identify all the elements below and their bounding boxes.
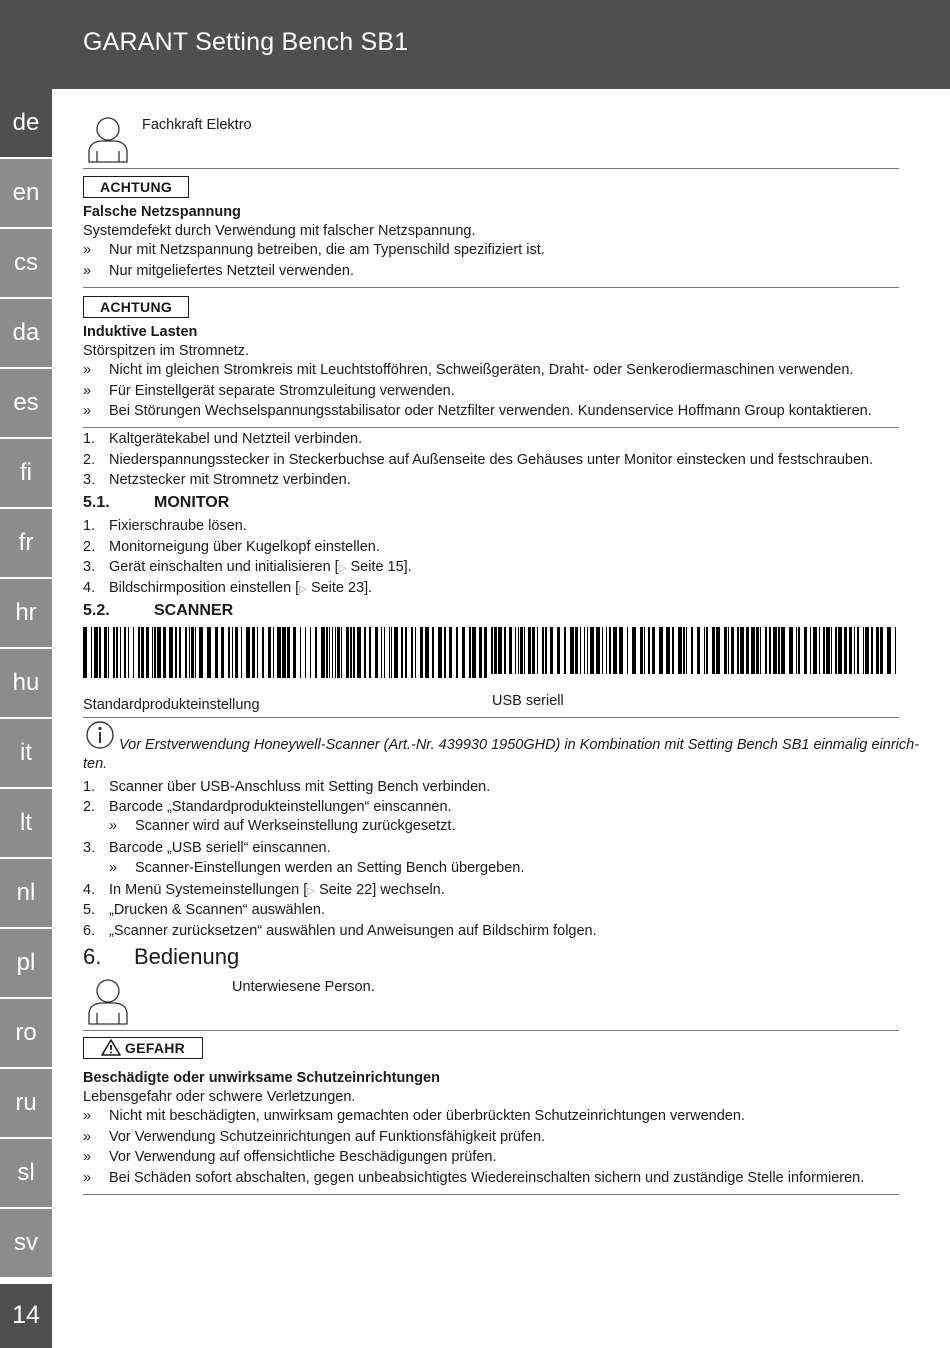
barcode-bar — [613, 627, 617, 674]
bullet-mark: » — [83, 242, 92, 258]
barcode-bar — [273, 627, 274, 678]
step-text: „Drucken & Scannen“ auswählen. — [109, 902, 326, 918]
barcode-bar — [479, 627, 482, 678]
barcode-bar — [765, 627, 767, 674]
bullet-mark: » — [109, 818, 118, 834]
qualification-text: Unterwiesene Person. — [232, 979, 375, 995]
step-number: 3. — [83, 472, 96, 488]
barcode-bar — [537, 627, 538, 674]
barcode-bar — [838, 627, 842, 674]
barcode-bar — [849, 627, 852, 674]
barcode-bar — [728, 627, 729, 674]
barcode-bar — [215, 627, 218, 678]
bullet-mark: » — [83, 1108, 92, 1124]
step-number: 1. — [83, 518, 96, 534]
barcode-bar — [124, 627, 126, 678]
barcode-bar — [887, 627, 891, 674]
divider — [83, 287, 899, 288]
page-ref-arrow-icon: ▷ — [338, 563, 347, 574]
barcode-bar — [432, 627, 434, 678]
barcode-bar — [844, 627, 847, 674]
barcode-bar — [113, 627, 115, 678]
barcode-bar — [369, 627, 371, 678]
barcode-bar — [449, 627, 452, 678]
divider — [83, 1030, 899, 1031]
step-text: Scanner über USB-Anschluss mit Setting Bench verbinden. — [109, 779, 491, 795]
barcode-bar — [494, 627, 497, 674]
barcode-bar — [420, 627, 423, 678]
danger-badge-label: GEFAHR — [124, 1040, 186, 1056]
notice-bullet: Bei Störungen Wechselspannungsstabilisator oder Netzfilter verwenden. Kundenservice Hoffmann Group kontaktieren. — [109, 403, 872, 419]
barcode-bar — [329, 627, 330, 678]
bullet-mark: » — [83, 403, 92, 419]
barcode-bar — [232, 627, 233, 678]
barcode-bar — [823, 627, 825, 674]
step-text: Niederspannungsstecker in Steckerbuchse auf Außenseite des Gehäuses unter Monitor einstecken und festschrauben. — [109, 452, 874, 468]
step-number: 6. — [83, 923, 96, 939]
barcode-bar — [425, 627, 429, 678]
step-text: Netzstecker mit Stromnetz verbinden. — [109, 472, 351, 488]
notice-bullet: Für Einstellgerät separate Stromzuleitung verwenden. — [109, 383, 455, 399]
bullet-mark: » — [83, 263, 92, 279]
barcode-bar — [648, 627, 650, 674]
bullet-mark: » — [83, 1129, 92, 1145]
barcode-bar — [357, 627, 361, 678]
barcode-bar — [773, 627, 777, 674]
danger-badge — [83, 1037, 203, 1059]
barcode-bar — [335, 627, 336, 678]
barcode-bar — [880, 627, 883, 674]
document-title: GARANT Setting Bench SB1 — [83, 28, 409, 56]
lang-tab-fi[interactable]: fi — [0, 439, 52, 507]
barcode-bar — [518, 627, 519, 674]
barcode-bar — [195, 627, 196, 678]
lang-tab-hu[interactable]: hu — [0, 649, 52, 717]
divider — [83, 717, 899, 718]
barcode-bar — [697, 627, 700, 674]
barcode-bar — [116, 627, 118, 678]
page-reference-link[interactable]: Seite 23 — [310, 580, 365, 596]
barcode-bar — [826, 627, 830, 674]
step-number: 1. — [83, 431, 96, 447]
step-number: 3. — [83, 559, 96, 575]
bullet-mark: » — [109, 860, 118, 876]
barcode-bar — [277, 627, 281, 678]
notice-bullet: Nur mit Netzspannung betreiben, die am Typenschild spezifiziert ist. — [109, 242, 545, 258]
barcode-bar — [99, 627, 101, 678]
barcode-bar — [590, 627, 594, 674]
barcode-bar — [384, 627, 385, 678]
bullet-mark: » — [83, 383, 92, 399]
barcode-bar — [163, 627, 166, 678]
barcode-bar — [602, 627, 603, 674]
barcode-bar — [199, 627, 203, 678]
barcode-bar — [545, 627, 547, 674]
chapter-title: Bedienung — [134, 944, 240, 969]
barcode-bar — [789, 627, 793, 674]
barcode-bar — [252, 627, 255, 678]
barcode-bar — [287, 627, 290, 678]
barcode-bar — [108, 627, 109, 678]
barcode-bar — [596, 627, 600, 674]
barcode-bar — [804, 627, 807, 674]
barcode-bar — [504, 627, 506, 674]
barcode-label: Standardprodukteinstellung — [83, 697, 260, 713]
barcode-bar — [175, 627, 177, 678]
page-reference-link[interactable]: Seite 15 — [350, 559, 404, 575]
barcode-bar — [169, 627, 173, 678]
barcode-bar — [854, 627, 855, 674]
barcode-bar — [520, 627, 523, 674]
barcode-bar — [341, 627, 342, 678]
barcode-bar — [666, 627, 670, 674]
notice-badge: ACHTUNG — [83, 296, 189, 318]
notice-title: Beschädigte oder unwirksame Schutzeinrichtungen — [83, 1070, 440, 1086]
lang-tab-es[interactable]: es — [0, 369, 52, 437]
barcode-bar — [300, 627, 301, 678]
barcode-bar — [189, 627, 190, 678]
notice-bullet: Bei Schäden sofort abschalten, gegen unbeabsichtigtes Wiedereinschalten sichern und zuständige Stelle informieren. — [109, 1170, 865, 1186]
person-icon — [86, 977, 130, 1025]
barcode-bar — [876, 627, 879, 674]
notice-bullet: Nicht mit beschädigten, unwirksam gemachten oder überbrückten Schutzeinrichtungen verwenden. — [109, 1108, 745, 1124]
barcode-bar — [310, 627, 311, 678]
barcode-bar — [672, 627, 674, 674]
barcode-bar — [557, 627, 560, 674]
barcode-bar — [740, 627, 744, 674]
barcode-bar — [152, 627, 153, 678]
barcode-bar — [570, 627, 574, 674]
bullet-mark: » — [83, 362, 92, 378]
barcode-bar — [315, 627, 317, 678]
notice-badge: ACHTUNG — [83, 176, 189, 198]
step-text: Kaltgerätekabel und Netzteil verbinden. — [109, 431, 363, 447]
step-number: 1. — [83, 779, 96, 795]
page-ref-arrow-icon: ▷ — [307, 886, 315, 897]
step-text: Bildschirmposition einstellen [▷ Seite 23]. — [109, 580, 373, 596]
lang-tab-it[interactable]: it — [0, 719, 52, 787]
barcode-bar — [381, 627, 382, 678]
barcode-bar — [813, 627, 817, 674]
barcode-bar — [716, 627, 720, 674]
divider — [83, 168, 899, 169]
barcode-bar — [575, 627, 578, 674]
barcode-bar — [796, 627, 797, 674]
barcode-bar — [587, 627, 588, 674]
barcode-bar — [394, 627, 398, 678]
barcode-bar — [154, 627, 156, 678]
barcode-bar — [659, 627, 663, 674]
barcode-bar — [128, 627, 129, 678]
barcode-bar — [731, 627, 734, 674]
notice-consequence: Lebensgefahr oder schwere Verletzungen. — [83, 1089, 356, 1105]
bullet-mark: » — [83, 1149, 92, 1165]
barcode-bar — [157, 627, 161, 678]
barcode-bar — [321, 627, 325, 678]
barcode-bar — [391, 627, 392, 678]
barcode-bar — [819, 627, 820, 674]
step-result: Scanner wird auf Werkseinstellung zurückgesetzt. — [135, 818, 456, 834]
lang-tab-fr[interactable]: fr — [0, 509, 52, 577]
barcode-bar — [737, 627, 739, 674]
page-header — [0, 0, 950, 89]
barcode-bar — [257, 627, 258, 678]
barcode-bar — [515, 627, 516, 674]
barcode-bar — [305, 627, 306, 678]
barcode-bar — [835, 627, 837, 674]
section-title: SCANNER — [154, 602, 234, 619]
barcode-bar — [138, 627, 140, 678]
barcode-bar — [863, 627, 864, 674]
step-text: Monitorneigung über Kugelkopf einstellen. — [109, 539, 380, 555]
barcode-bar — [221, 627, 224, 678]
lang-tab-lt[interactable]: lt — [0, 789, 52, 857]
barcode-bar — [640, 627, 643, 674]
step-text: Gerät einschalten und initialisieren [▷ Seite 15]. — [109, 559, 412, 575]
section-number: 5.2. — [83, 602, 110, 619]
barcode-bar — [120, 627, 121, 678]
barcode-bar — [246, 627, 250, 678]
notice-title: Induktive Lasten — [83, 324, 198, 340]
notice-bullet: Nur mitgeliefertes Netzteil verwenden. — [109, 263, 354, 279]
barcode-bar — [411, 627, 413, 678]
step-number: 4. — [83, 580, 96, 596]
barcode-bar — [751, 627, 755, 674]
barcode-bar — [228, 627, 230, 678]
step-text: Fixierschraube lösen. — [109, 518, 247, 534]
barcode-bar — [606, 627, 607, 674]
barcode-bar — [686, 627, 687, 674]
lang-tab-ru[interactable]: ru — [0, 1069, 52, 1137]
page-reference-link[interactable]: Seite 22 — [319, 882, 373, 898]
barcode-bar — [350, 627, 352, 678]
barcode-bar — [389, 627, 390, 678]
barcode-bar — [865, 627, 869, 674]
info-text: Vor Erstverwendung Honeywell-Scanner (Art.-Nr. 439930 1950GHD) in Kombination mit Setting Bench SB1 einmalig einrich- — [119, 737, 920, 753]
notice-bullet: Vor Verwendung Schutzeinrichtungen auf Funktionsfähigkeit prüfen. — [109, 1129, 546, 1145]
barcode-bar — [364, 627, 366, 678]
notice-consequence: Systemdefekt durch Verwendung mit falscher Netzspannung. — [83, 223, 476, 239]
bullet-mark: » — [83, 1170, 92, 1186]
lang-tab-cs[interactable]: cs — [0, 229, 52, 297]
barcode-bar — [528, 627, 531, 674]
barcode-bar — [542, 627, 544, 674]
info-text-continued: ten. — [83, 756, 108, 772]
barcode-bar — [524, 627, 525, 674]
step-number: 5. — [83, 902, 96, 918]
barcode-bar — [235, 627, 238, 678]
barcode-bar — [456, 627, 458, 678]
step-number: 2. — [83, 539, 96, 555]
barcode-bar — [326, 627, 328, 678]
barcode-bar — [550, 627, 553, 674]
barcode-bar — [401, 627, 403, 678]
barcode-bar — [438, 627, 442, 678]
barcode-bar — [104, 627, 107, 678]
barcode-bar — [769, 627, 771, 674]
barcode-bar — [337, 627, 340, 678]
barcode-bar — [746, 627, 749, 674]
lang-tab-pl[interactable]: pl — [0, 929, 52, 997]
barcode-usb-serial-image — [491, 627, 899, 674]
step-text: „Scanner zurücksetzen“ auswählen und Anweisungen auf Bildschirm folgen. — [109, 923, 597, 939]
barcode-label: USB seriell — [492, 693, 564, 709]
barcode-bar — [146, 627, 149, 678]
barcode-bar — [462, 627, 465, 678]
barcode-bar — [491, 627, 493, 674]
barcode-bar — [609, 627, 611, 674]
barcode-bar — [332, 627, 333, 678]
barcode-bar — [706, 627, 708, 674]
barcode-bar — [798, 627, 800, 674]
barcode-bar — [831, 627, 832, 674]
qualification-text: Fachkraft Elektro — [142, 117, 252, 133]
barcode-bar — [778, 627, 780, 674]
lang-tab-sl[interactable]: sl — [0, 1139, 52, 1207]
notice-title: Falsche Netzspannung — [83, 204, 241, 220]
step-text: In Menü Systemeinstellungen [▷ Seite 22] wechseln. — [109, 882, 445, 898]
chapter-number: 6. — [83, 944, 102, 969]
barcode-bar — [532, 627, 535, 674]
barcode-bar — [469, 627, 471, 678]
barcode-bar — [268, 627, 271, 678]
step-text: Barcode „Standardprodukteinstellungen“ einscannen. — [109, 799, 452, 815]
barcode-bar — [652, 627, 655, 674]
barcode-bar — [353, 627, 355, 678]
barcode-bar — [83, 627, 87, 678]
section-title: MONITOR — [154, 494, 230, 511]
barcode-bar — [262, 627, 264, 678]
barcode-bar — [704, 627, 705, 674]
barcode-bar — [644, 627, 645, 674]
step-number: 2. — [83, 799, 96, 815]
barcode-bar — [484, 627, 487, 678]
lang-tab-ro[interactable]: ro — [0, 999, 52, 1067]
language-sidebar — [0, 89, 52, 1348]
lang-tab-de[interactable]: de — [0, 89, 52, 157]
barcode-bar — [207, 627, 211, 678]
barcode-bar — [185, 627, 187, 678]
lang-tab-hr[interactable]: hr — [0, 579, 52, 647]
barcode-bar — [564, 627, 566, 674]
barcode-bar — [580, 627, 581, 674]
barcode-bar — [415, 627, 416, 678]
barcode-bar — [191, 627, 194, 678]
barcode-bar — [498, 627, 502, 674]
notice-consequence: Störspitzen im Stromnetz. — [83, 343, 249, 359]
barcode-bar — [724, 627, 727, 674]
barcode-bar — [627, 627, 628, 674]
warning-triangle-icon — [101, 1039, 121, 1056]
barcode-bar — [712, 627, 715, 674]
barcode-standard-settings-image — [83, 627, 489, 678]
barcode-bar — [678, 627, 682, 674]
barcode-bar — [683, 627, 685, 674]
barcode-bar — [760, 627, 761, 674]
barcode-bar — [584, 627, 585, 674]
barcode-bar — [509, 627, 512, 674]
barcode-bar — [141, 627, 144, 678]
barcode-bar — [346, 627, 349, 678]
notice-bullet: Vor Verwendung auf offensichtliche Beschädigungen prüfen. — [109, 1149, 497, 1165]
step-number: 3. — [83, 840, 96, 856]
step-number: 4. — [83, 882, 96, 898]
barcode-bar — [857, 627, 859, 674]
lang-tab-sv[interactable]: sv — [0, 1209, 52, 1277]
barcode-bar — [691, 627, 693, 674]
barcode-bar — [781, 627, 785, 674]
page-number: 14 — [0, 1284, 52, 1348]
barcode-bar — [444, 627, 446, 678]
barcode-bar — [756, 627, 759, 674]
barcode-bar — [405, 627, 407, 678]
lang-tab-en[interactable]: en — [0, 159, 52, 227]
step-result: Scanner-Einstellungen werden an Setting Bench übergeben. — [135, 860, 525, 876]
barcode-bar — [619, 627, 623, 674]
barcode-bar — [133, 627, 134, 678]
info-icon — [84, 721, 116, 749]
barcode-bar — [293, 627, 296, 678]
barcode-bar — [632, 627, 636, 674]
page-ref-arrow-icon: ▷ — [299, 584, 307, 595]
barcode-bar — [282, 627, 286, 678]
divider — [83, 427, 899, 428]
barcode-bar — [895, 627, 896, 674]
lang-tab-nl[interactable]: nl — [0, 859, 52, 927]
barcode-bar — [810, 627, 811, 674]
person-icon — [86, 115, 130, 163]
step-number: 2. — [83, 452, 96, 468]
section-number: 5.1. — [83, 494, 110, 511]
barcode-bar — [871, 627, 873, 674]
barcode-bar — [241, 627, 242, 678]
notice-bullet: Nicht im gleichen Stromkreis mit Leuchtstofföhren, Schweißgeräten, Draht- oder Senkerodiermaschinen verwenden. — [109, 362, 854, 378]
divider — [83, 1194, 899, 1195]
barcode-bar — [375, 627, 378, 678]
barcode-bar — [94, 627, 98, 678]
lang-tab-da[interactable]: da — [0, 299, 52, 367]
step-text: Barcode „USB seriell“ einscannen. — [109, 840, 331, 856]
barcode-bar — [179, 627, 181, 678]
barcode-bar — [91, 627, 92, 678]
barcode-bar — [472, 627, 476, 678]
